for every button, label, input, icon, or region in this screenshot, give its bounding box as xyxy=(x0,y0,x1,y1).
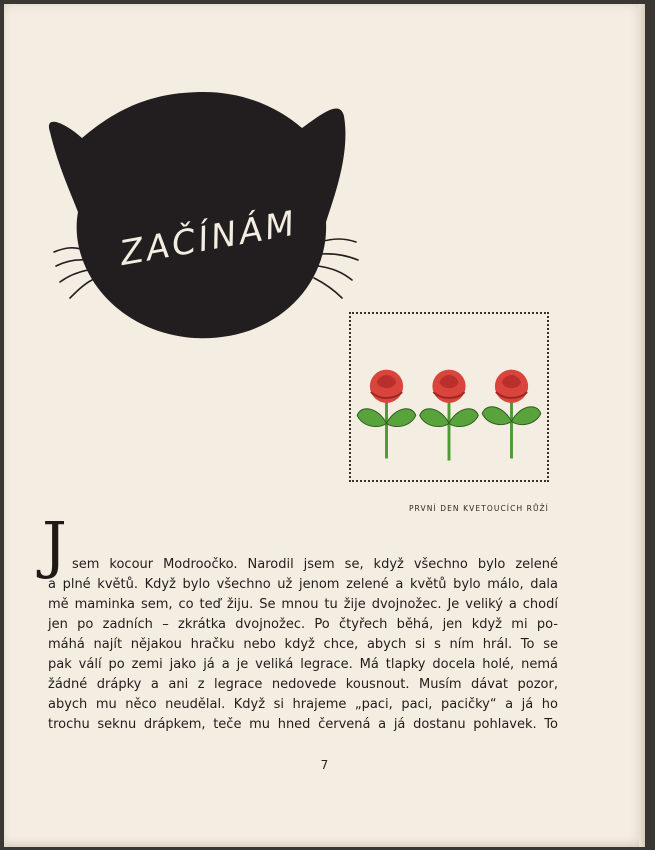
book-page xyxy=(4,4,645,847)
page-edge xyxy=(639,4,645,847)
paragraph-line: abych mu něco neudělal. Když si hrajeme „paci, paci, pacičky“ a já ho xyxy=(48,697,558,712)
story-paragraph xyxy=(48,555,558,735)
paragraph-line: sem kocour Modroočko. Narodil jsem se, když všechno bylo zelené xyxy=(72,557,558,572)
cat-silhouette xyxy=(49,92,346,338)
paragraph-line: žádné drápky a ani z legrace nedovede kousnout. Musím dávat pozor, xyxy=(48,677,558,692)
illustration-caption: PRVNÍ DEN KVETOUCÍCH RŮŽÍ xyxy=(408,504,549,513)
paragraph-line: trochu seknu drápkem, teče mu hned červená a já dostanu pohlavek. To xyxy=(48,717,558,732)
rose-2 xyxy=(420,370,479,461)
rose-3 xyxy=(482,370,541,459)
cat-title: ZAČÍNÁM xyxy=(117,203,301,274)
paragraph-line: máhá najít nějakou hračku nebo když chce, abych si s ním hrál. To se xyxy=(48,637,558,652)
paragraph-line: jen po zadních – zkrátka dvojnožec. Po čtyřech běhá, jen když mi po- xyxy=(48,617,558,632)
rose-1 xyxy=(357,370,416,459)
drop-cap: J xyxy=(42,508,67,581)
paragraph-line: a plné květů. Když bylo všechno už jenom zelené a květů bylo málo, dala xyxy=(48,577,558,592)
page-number: 7 xyxy=(320,758,329,772)
roses-illustration-frame xyxy=(349,312,549,482)
paragraph-line: mě maminka sem, co teď žiju. Se mnou tu žije dvojnožec. Je veliký a chodí xyxy=(48,597,558,612)
paragraph-line: pak válí po zemi jako já a je veliká legrace. Má tlapky docela holé, nemá xyxy=(48,657,558,672)
roses-illustration xyxy=(351,314,547,480)
cat-head-illustration xyxy=(44,92,364,352)
